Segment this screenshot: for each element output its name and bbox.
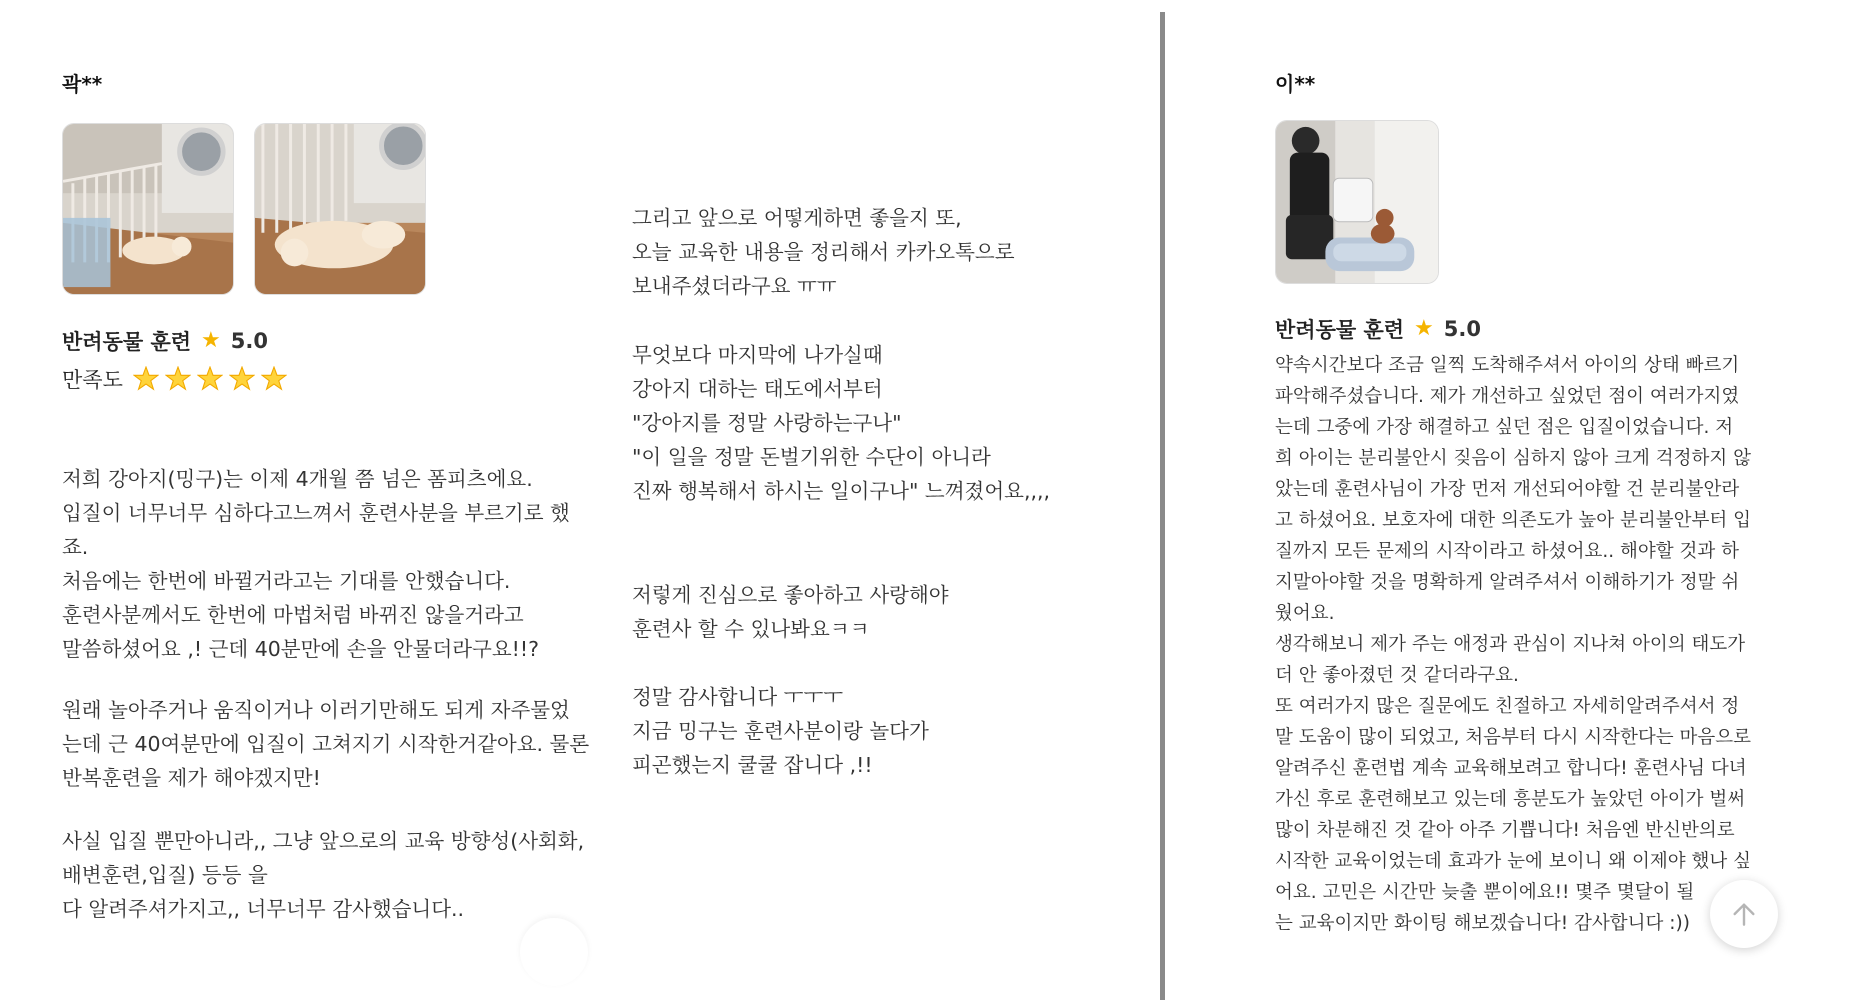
review-paragraph: 그리고 앞으로 어떻게하면 좋을지 또, 오늘 교육한 내용을 정리해서 카카오톡으로 보내주셨더라구요 ㅠㅠ [632, 206, 1015, 298]
service-name: 반려동물 훈련 [62, 330, 192, 354]
sparkle-star-icon [261, 366, 287, 392]
service-name: 반려동물 훈련 [1275, 318, 1405, 342]
scroll-top-button[interactable] [1710, 880, 1778, 948]
dog-photo-image [63, 124, 233, 294]
sparkle-star-icon [133, 366, 159, 392]
dog-photo-image [255, 124, 425, 294]
review-photo[interactable] [1275, 120, 1439, 284]
sparkle-star-icon [197, 366, 223, 392]
rating-value: 5.0 [230, 329, 268, 353]
reviewer-name: 이** [1275, 72, 1316, 96]
sparkle-star-icon [165, 366, 191, 392]
arrow-up-icon [1728, 898, 1760, 930]
rating-value: 5.0 [1443, 317, 1481, 341]
panel-divider [1160, 12, 1165, 1000]
review-photo[interactable] [254, 123, 426, 295]
sparkle-star-icon [229, 366, 255, 392]
review-paragraph: 저렇게 진심으로 좋아하고 사랑해야 훈련사 할 수 있나봐요ㅋㅋ [632, 583, 949, 641]
reviewer-name: 곽** [62, 72, 103, 96]
satisfaction-label: 만족도 [62, 368, 123, 392]
review-photo[interactable] [62, 123, 234, 295]
review-paragraph: 저희 강아지(밍구)는 이제 4개월 쯤 넘은 폼피츠에요. 입질이 너무너무 심하다고느껴서 훈련사분을 부르기로 했 죠. 처음에는 한번에 바뀔거라고는 기대를 안했습니다. 훈련사분께서도 한번에 마법처럼 바뀌진 않을거라고 말씀하셨어요 ,! 근데 40분만에 손을 안물더라구요!!? [62, 467, 570, 661]
review-paragraph: 정말 감사합니다 ㅜㅜㅜ 지금 밍구는 훈련사분이랑 놀다가 피곤했는지 쿨쿨 잡니다 ,!! [632, 685, 929, 777]
satisfaction-row [62, 364, 287, 394]
service-rating-row [62, 326, 268, 356]
star-icon: ★ [1414, 316, 1434, 341]
service-rating-row [1275, 314, 1481, 344]
star-icon: ★ [201, 328, 221, 353]
review-paragraph: 사실 입질 뿐만아니라,, 그냥 앞으로의 교육 방향성(사회화, 배변훈련,입질) 등등 을 다 알려주셔가지고,, 너무너무 감사했습니다.. [62, 829, 585, 921]
review-paragraph: 무엇보다 마지막에 나가실때 강아지 대하는 태도에서부터 "강아지를 정말 사랑하는구나" "이 일을 정말 돈벌기위한 수단이 아니라 진짜 행복해서 하시는 일이구나" 느껴졌어요,,,, [632, 343, 1051, 503]
review-body: 약속시간보다 조금 일찍 도착해주셔서 아이의 상태 빠르기 파악해주셨습니다. 제가 개선하고 싶었던 점이 여러가지였 는데 그중에 가장 해결하고 싶던 점은 입질이었습니다. 저 희 아이는 분리불안시 짖음이 심하지 않아 크게 걱정하지 않 았는데 훈련사님이 가장 먼저 개선되어야할 건 분리불안라 고 하셨어요. 보호자에 대한 의존도가 높아 분리불안부터 입 질까지 모든 문제의 시작이라고 하셨어요.. 해야할 것과 하 지말아야할 것을 명확하게 알려주셔서 이해하기가 정말 쉬 웠어요. 생각해보니 제가 주는 애정과 관심이 지나쳐 아이의 태도가 더 안 좋아졌던 것 같더라구요. 또 여러가지 많은 질문에도 친절하고 자세히알려주셔서 정 말 도움이 많이 되었고, 처음부터 다시 시작한다는 마음으로 알려주신 훈련법 계속 교육해보려고 합니다! 훈련사님 다녀 가신 후로 훈련해보고 있는데 흥분도가 높았던 아이가 벌써 많이 차분해진 것 같아 아주 기쁩니다! 처음엔 반신반의로 시작한 교육이었는데 효과가 눈에 보이니 왜 이제야 했나 싶 어요. 고민은 시간만 늦출 뿐이에요!! 몇주 몇달이 될 는 교육이지만 화이팅 해보겠습니다! 감사합니다 :)) [1275, 355, 1751, 934]
trainer-dog-photo-image [1276, 121, 1438, 283]
scroll-top-button-shadow [520, 918, 588, 986]
right-review-card [1175, 0, 1850, 1000]
review-paragraph: 원래 놀아주거나 움직이거나 이러기만해도 되게 자주물었 는데 근 40여분만에 입질이 고쳐지기 시작한거같아요. 물론 반복훈련을 제가 해야겠지만! [62, 698, 590, 790]
